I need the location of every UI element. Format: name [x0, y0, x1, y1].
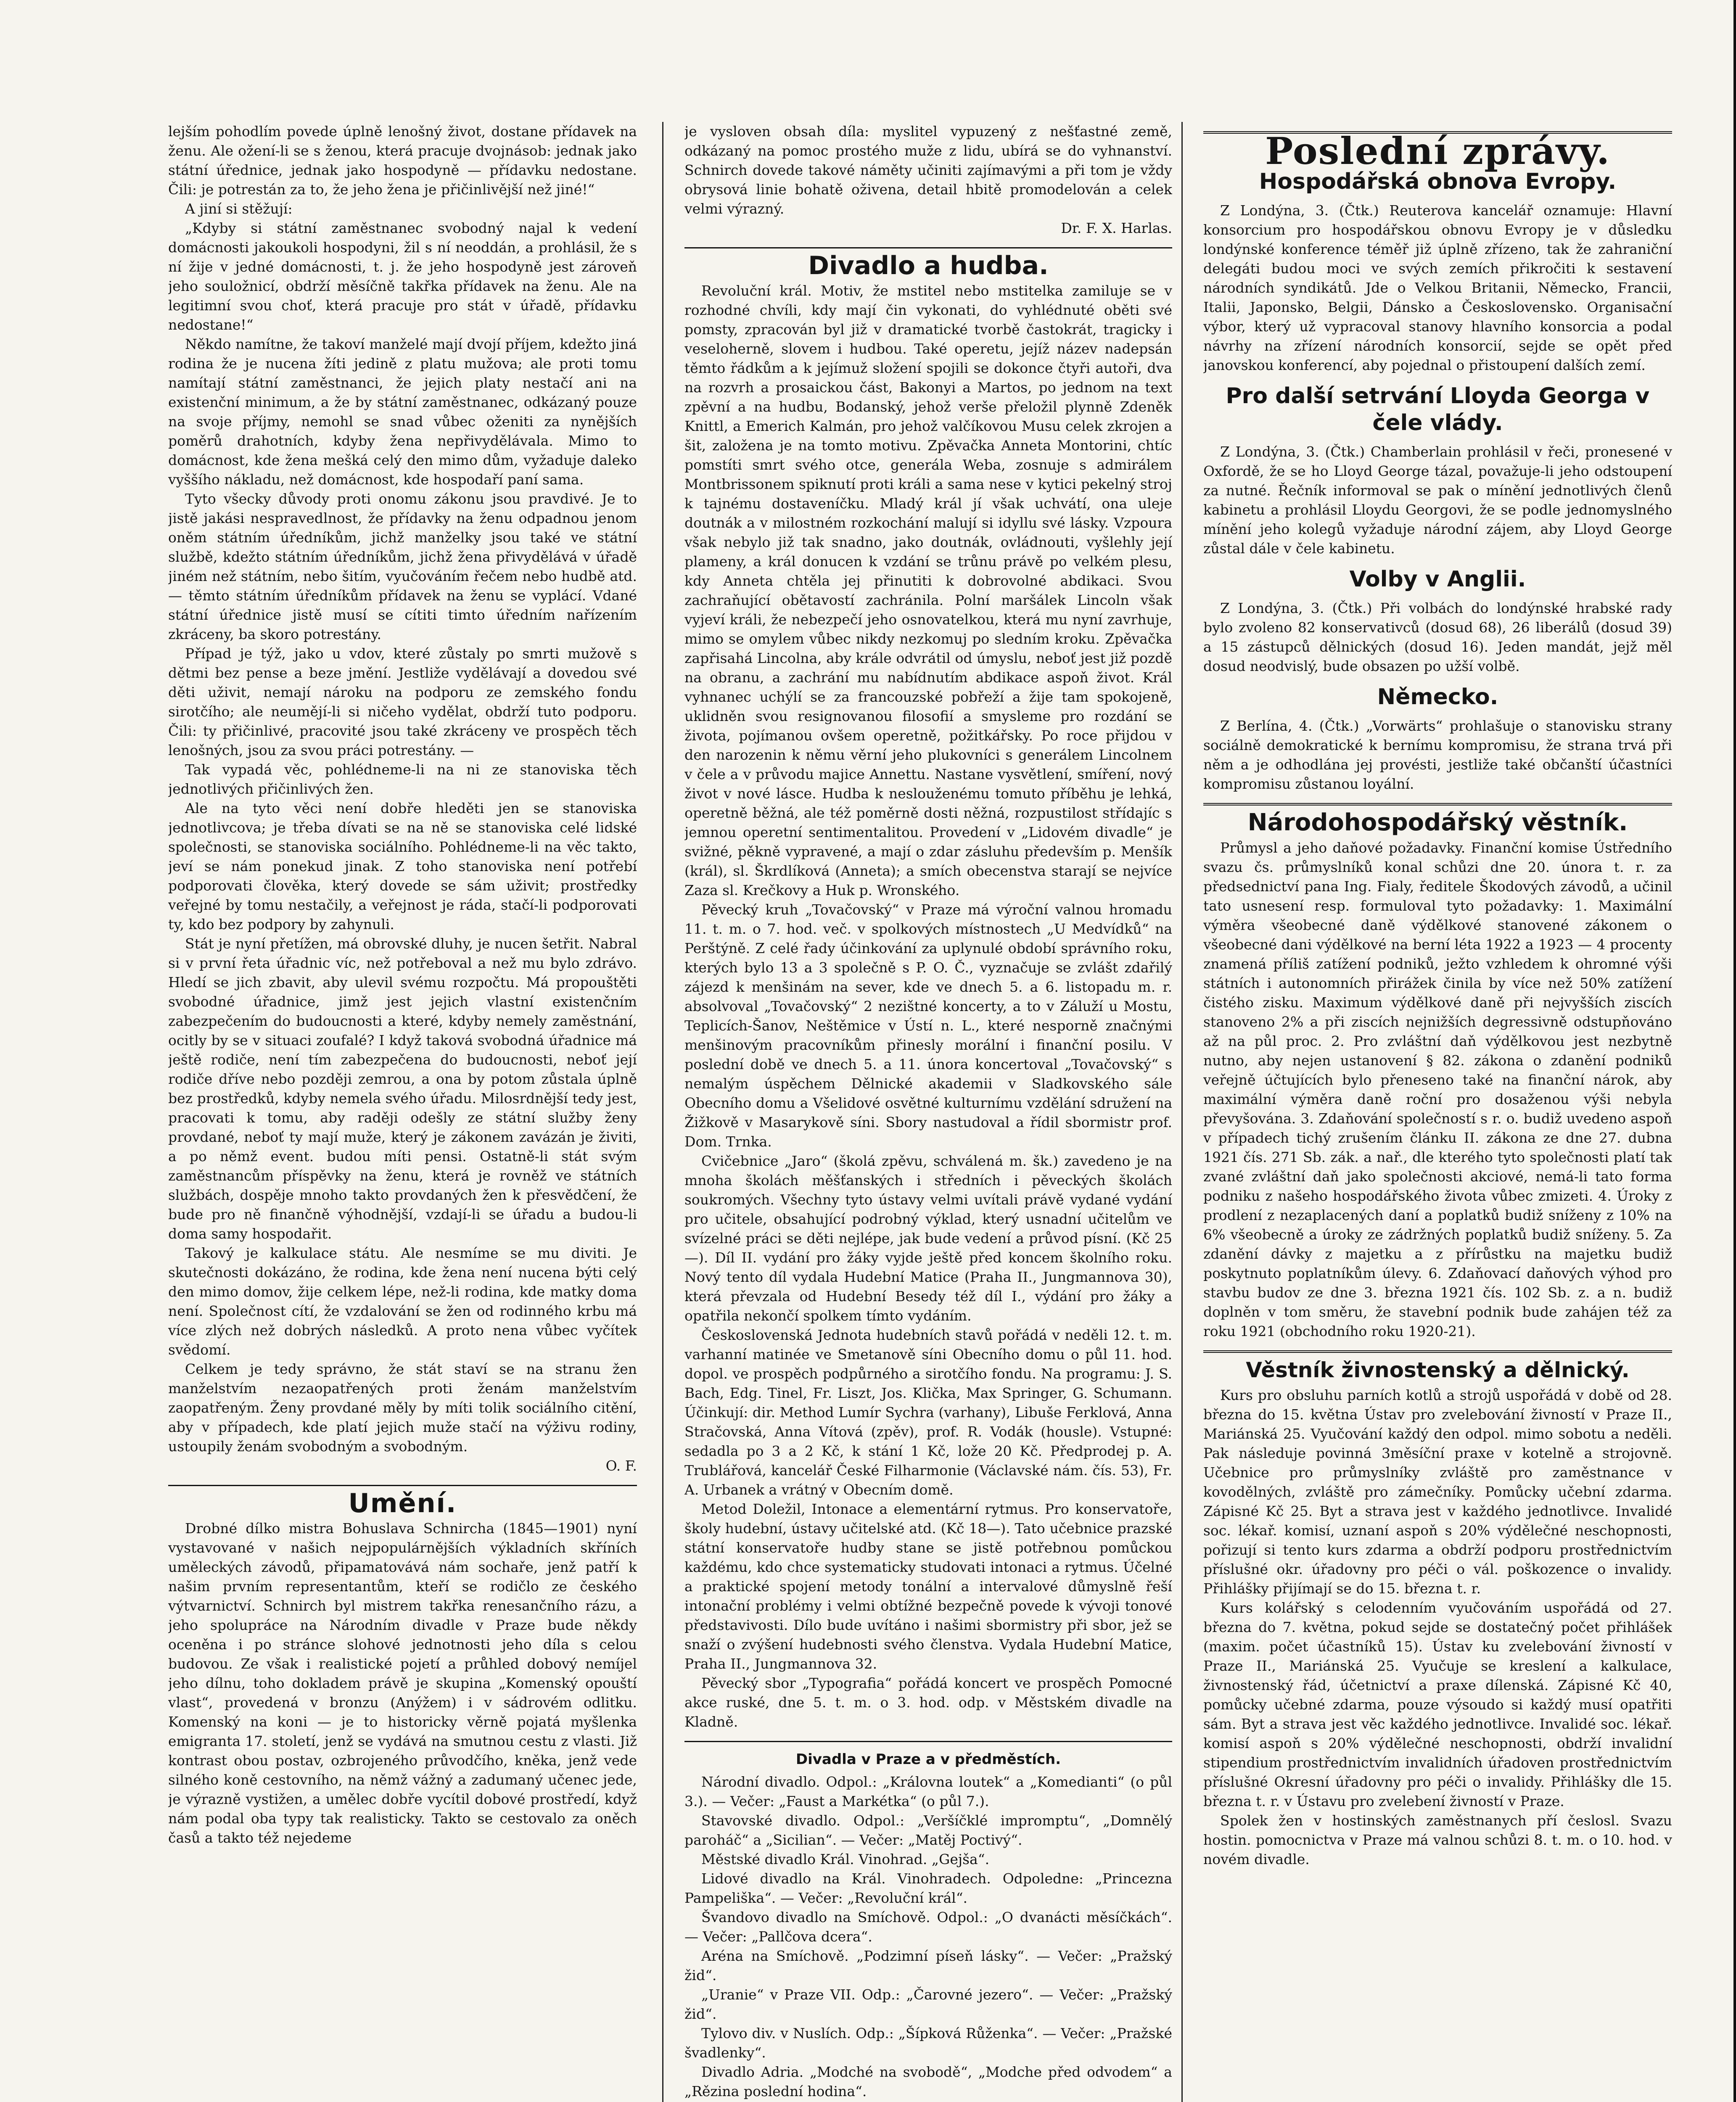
article-paragraph: lejším pohodlím povede úplně lenošný život, dostane přídavek na ženu. Ale ožení-li se s ženou, která pracuje dvojnásob: jednak jako státní úřednice, jednak jako hospodyně — přídavku nedostane. Čili: je potrestán za to, že jeho žena je přičinlivější než jiné!“ [168, 123, 637, 198]
article-paragraph: Průmysl a jeho daňové požadavky. Finanční komise Ústředního svazu čs. průmyslníků konal schůzi dne 20. února t. r. za předsednictví pana Ing. Fialy, ředitele Škodových závodů, a učinil tato usnesení resp. formuloval tyto požadavky: 1. Maximální výměra všeobecné daně výdělkové stanovené zákonem o všeobecné dani výdělkové na berní léta 1922 a 1923 — 4 procenty znamená příliš zatížení podniků, ježto vzhledem k ohromné výši státních i autonomních přirážek činila by více než 50% zatížení čistého zisku. Maximum výdělkové daně při nejvyšších ziscích stanoveno 2% a při ziscích nejnižších degressivně odstupňováno až na půl proc. 2. Pro zvláštní daň výdělkovou jest nezbytně nutno, aby nejen ustanovení § 82. zákona o zdanění podniků veřejně účtujících bylo přeneseno také na finanční nárok, aby maximální výměra daně roční pro dosaženou výši nebyla převyšována. 3. Zdaňování společností s r. o. budiž uvedeno aspoň v případech tichý zrušením článku II. zákona ze dne 27. dubna 1921 čís. 271 Sb. zák. a nař., dle kterého tyto společnosti platí tak zvané zvláštní daň jako společnosti akciové, nemá-li tato forma podniku z našeho hospodářského života vůbec zmizeti. 4. Úroky z prodlení z nezaplacených daní a poplatků budiž sníženy z 10% na 6% všeobecně a úroky ze zádržných poplatků budiž sníženy. 5. Za zdanění dávky z majetku a z přírůstku na majetku budiž poskytnuto poplatníkům úlevy. 6. Zdaňovací daňových výhod pro stavbu budov ze dne 3. března 1921 čís. 102 Sb. z. a n. budiž doplněn v tom směru, že stavební podnik bude zahájen též za roku 1921 (obchodního roku 1920-21). [1203, 840, 1672, 1339]
column-rule [662, 122, 663, 2102]
column-rule [1181, 122, 1183, 2102]
section-title-divadla-v-praze: Divadla v Praze a v předměstích. [795, 1751, 1061, 1768]
article-signature: Dr. F. X. Harlas. [1061, 220, 1172, 236]
theatre-listing: Divadlo Adria. „Modché na svobodě“, „Modche před odvodem“ a „Rězina poslední hodina“. [684, 2064, 1172, 2099]
section-title-vestnik-zivnostensky: Věstník živnostenský a dělnický. [1246, 1358, 1630, 1382]
theatre-listing: Lidové divadlo na Král. Vinohradech. Odpoledne: „Princezna Pampeliška“. — Večer: „Revoluční král“. [684, 1870, 1172, 1906]
article-paragraph: Spolek žen v hostinských zaměstnanych pří česlosl. Svazu hostin. pomocnictva v Praze má valnou schůzi 8. t. m. o 10. hod. v novém divadle. [1203, 1812, 1672, 1867]
article-paragraph: Z Berlína, 4. (Čtk.) „Vorwärts“ prohlašuje o stanovisku strany sociálně demokratické k bernímu kompromisu, že strana trvá při něm a je odhodlána jej provésti, jestliže také občanští účastníci kompromisu zůstanou loyální. [1203, 718, 1672, 792]
article-paragraph: Kurs pro obsluhu parních kotlů a strojů uspořádá v době od 28. března do 15. května Ústav pro zvelebování živností v Praze II., Mariánská 25. Vyučování každý den odpol. mimo sobotu a neděli. Pak následuje povinná 3měsíční praxe v kotelně a strojovně. Učebnice pro průmyslníky zvláště pro zaměstnance v kovodělných, zvláště pro zámečníky. Pomůcky učební zdarma. Zápisné Kč 25. Byt a strava jest v každého jednotlivce. Invalidé soc. lékař. komisí, uznaní aspoň s 20% výdělečné neschopnosti, pořizují si tento kurs zdarma a obdrží podporu prostřednictvím příslušné okr. úřadovny pro péči o vál. poškozence o invalidy. Přihlášky přijímají se do 15. března t. r. [1203, 1387, 1672, 1597]
headline-nemecko: Německo. [1377, 684, 1498, 710]
article-paragraph: Cvičebnice „Jaro“ (školá zpěvu, schválená m. šk.) zavedeno je na mnoha školách měšťanských i středních i pěveckých školách soukromých. Všechny tyto ústavy velmi uvítali právě vydané vydání pro učitele, obsahující podrobný výklad, který usnadní učitelům ve svízelné práci se děti nejlépe, jak bude vedení a průvod písní. (Kč 25—). Díl II. vydání pro žáky vyjde ještě před koncem školního roku. Nový tento díl vydala Hudební Matice (Praha II., Jungmannova 30), která převzala od Hudební Besedy též díl I., výdání pro žáky a opatřila nekončí spolkem tímto vydáním. [684, 1153, 1172, 1324]
theatre-listing: Aréna na Smíchově. „Podzimní píseň lásky“. — Večer: „Pražský žid“. [684, 1948, 1172, 1983]
article-paragraph: Revoluční král. Motiv, že mstitel nebo mstitelka zamiluje se v rozhodné chvíli, kdy mají čin vykonati, do vyhlédnuté oběti své pomsty, zpracován byl již v dramatické tvorbě častokrát, tragicky i veseloherně, slovem i hudbou. Také operetu, jejíž název nadepsán těmto řádkům a k jejímuž složení spojili se dokonce čtyři autoři, dva na rozvrh a prosaickou část, Bakonyi a Martos, po jednom na text zpěvní a na hudbu, Bodanský, jehož verše přeložil plynně Zdeněk Knittl, a Emerich Kalmán, pro jehož valčíkovou Musu celek zkrojen a šit, založena je na tomto motivu. Zpěvačka Anneta Montorini, chtíc pomstíti smrt svého otce, generála Weba, zosnuje s admirálem Montbrissonem spiknutí proti králi a sama nese v kytici pekelný stroj k tajnému dostaveníčku. Mladý král jí však uchvátí, ona uleje doutnák a v milostném rozkochání malují si idyllu své lásky. Vzpoura však nebylo již tak snadno, jako doutnák, ovládnouti, vyšlehly její plameny, a král donucen k vzdání se trůnu právě po velkém plesu, kdy Anneta chtěla jej přinutiti k dobrovolné abdikaci. Svou zachraňující obětavostí zachránila. Polní maršálek Lincoln však vyjeví králi, že nebezpečí jeho osnovatelkou, která mu nyní zavrhuje, mimo se omylem vůbec nikdy nezkomuj po sledním kroku. Zpěvačka zapřisahá Lincolna, aby krále odvrátil od úmyslu, neboť jest již pozdě na obranu, a zachrání mu nabídnutím abdikace aspoň život. Král vyhnanec uchýlí se za francouzské pobřeží a žije tam spokojeně, uklidněn svou resignovanou filosofií a smysleme pro rozdání se života, pojímanou ovšem operetně, požitkářsky. Po roce přijdou v den narozenin k němu věrní jeho plukovníci s generálem Lincolnem v čele a v průvodu majice Annettu. Nastane vysvětlení, smíření, nový život v nové lásce. Hudba k neslouženému tomuto příběhu je lehká, operetně běžná, ale též poměrně dosti něžná, rozpustilost střídajíc s jemnou operetní sentimentalitou. Provedení v „Lidovém divadle“ je svižné, pěkně vypravené, a mají o zdar zásluhu především p. Menšík (král), sl. Škrdlíková (Anneta); a smích obecenstva starají se nejvíce Zaza sl. Krečkovy a Huk p. Wronského. [684, 283, 1172, 898]
article-signature: O. F. [605, 1458, 637, 1474]
article-paragraph: je vysloven obsah díla: myslitel vypuzený z nešťastné země, odkázaný na pomoc prostého muže z lidu, ubírá se do vyhnanství. Schnirch dovede takové náměty učiniti zajímavými a při tom je vždy obrysová linie bohatě oživena, detail hbitě promodelován a celek velmi výrazný. [684, 123, 1172, 217]
headline-hospodarska-obnova: Hospodářská obnova Evropy. [1259, 169, 1617, 194]
article-paragraph: Kurs kolářský s celodenním vyučováním uspořádá od 27. března do 7. května, pokud sejde se dostatečný počet přihlášek (maxim. počet účastníků 15). Ústav ku zvelebování živností v Praze II., Mariánská 25. Vyučuje se kreslení a kalkulace, živnostenský řád, účetnictví a praxe dílenská. Zápisné Kč 40, pomůcky učebné zdarma, pouze výsoudo si každý musí opatřiti sám. Byt a strava jest věc každého jednotlivce. Invalidé soc. lékař. komisí aspoň s 20% výdělečné neschopnosti, obdrží invalidní stipendium prostřednictvím invalidních úřadoven prostřednictvím příslušné Okresní úřadovny pro péči o invalidy. Přihlášky dle 15. března t. r. v Ústavu pro zvelebení živností v Praze. [1203, 1600, 1672, 1809]
article-paragraph: Celkem je tedy správno, že stát staví se na stranu žen manželstvím nezaopatřených proti ženám manželstvím zaopatřeným. Ženy provdané měly by míti tolik sociálního citění, aby v případech, kde platí jejich muže stačí na výživu rodiny, ustoupily ženám svobodným a svobodným. [168, 1361, 637, 1455]
article-paragraph: Případ je týž, jako u vdov, které zůstaly po smrti mužově s dětmi bez pense a beze jmění. Jestliže vydělávají a dovedou své děti uživit, nemají nároku na podporu ze zemského fondu sirotčího; ale neumějí-li si ničeho vydělat, obdrží tuto podporu. Čili: ty přičinlivé, pracovité jsou také zkráceny ve prospěch těch lenošných, jsou za svou práci potrestány. — [168, 645, 637, 758]
section-divider [684, 1741, 1172, 1742]
column-middle [684, 122, 1172, 2102]
section-title-divadlo: Divadlo a hudba. [808, 251, 1049, 280]
section-divider [168, 1485, 637, 1486]
article-paragraph: Pěvecký kruh „Tovačovský“ v Praze má výroční valnou hromadu 11. t. m. o 7. hod. več. v spolkových místnostech „U Medvídků“ na Perštýně. Z celé řady účinkování za uplynulé období správního roku, kterých bylo 13 a 3 společně s P. O. Č., vyznačuje se zvlášt zdařilý zájezd k menšinám na sever, kde ve dnech 5. a 6. listopadu m. r. absolvoval „Tovačovský“ 2 nezištné koncerty, a to v Záluží u Mostu, Teplicích-Šanov, Neštěmice v Ústí n. L., které nesporně značnými menšinovým pracovníkům přinesly morální i finanční posilu. V poslední době ve dnech 5. a 11. února koncertoval „Tovačovský“ s nemalým úspěchem Dělnické akademii v Sladkovského sále Obecního domu a Všelidové osvětné kulturnímu vzdělání sdružení na Žižkově v Masarykově síni. Sbory nastudoval a řídil sbormistr prof. Dom. Trnka. [684, 901, 1172, 1150]
section-title-posledni-zpravy: Poslední zprávy. [1265, 129, 1610, 173]
article-paragraph: A jiní si stěžují: [185, 201, 293, 217]
section-divider [684, 247, 1172, 248]
article-paragraph: Takový je kalkulace státu. Ale nesmíme se mu diviti. Je skutečnosti dokázáno, že rodina, kde žena není nucena býti celý den mimo domov, žije celkem lépe, než-li rodina, kde matky doma není. Společnost cítí, že vzdalování se žen od rodinného krbu má více zlých než dobrých následků. A proto nena vůbec vyčítek svědomí. [168, 1245, 637, 1358]
article-paragraph: Z Londýna, 3. (Čtk.) Při volbách do londýnské hrabské rady bylo zvoleno 82 konservativců (dosud 68), 26 liberálů (dosud 39) a 15 zástupců dělnických (dosud 16). Jeden mandát, jejž měl dosud neodvislý, bude obsazen po užší volbě. [1203, 600, 1672, 674]
section-divider [1203, 1350, 1672, 1353]
article-paragraph: Tyto všecky důvody proti onomu zákonu jsou pravdivé. Je to jistě jakási nespravedlnost, že přídavky na ženu odpadnou jenom oněm státním úředníkům, jichž manželky jsou také ve státní službě, kdežto státním úředníkům, jichž žena přivydělává v úřadě jiném než státním, nebo šitím, vyučováním řečem nebo hudbě atd. — těmto státním úředníkům přídavek na ženu se vyplácí. Vdané státní úřednice jistě musí se cítiti timto úředním nařízením zkráceny, ba skoro potrestány. [168, 491, 637, 642]
column-left [168, 122, 637, 2102]
theatre-listing: Tylovo div. v Nuslích. Odp.: „Šípková Růženka“. — Večer: „Pražské švadlenky“. [684, 2025, 1172, 2061]
headline-volby-v-anglii: Volby v Anglii. [1349, 567, 1526, 592]
article-paragraph: Metod Doležil, Intonace a elementární rytmus. Pro konservatoře, školy hudební, ústavy učitelské atd. (Kč 18—). Tato učebnice prazské státní konservatoře hudby stane se jistě potřebnou pomůckou každému, kdo chce systematicky studovati intonaci a rytmus. Účelné a praktické spojení metody tonální a intervalové důmyslně řeší intonační problémy i velmi obtížné bezpečně povede k vývoji tonové představivosti. Dílo bude uvítáno i našimi sbormistry při sbor, jež se snaží o zvýšení hudebnosti svého členstva. Vydala Hudební Matice, Praha II., Jungmannova 32. [684, 1501, 1172, 1672]
article-paragraph: „Kdyby si státní zaměstnanec svobodný najal k vedení domácnosti jakoukoli hospodyni, žil s ní neoddán, a prohlásil, že s ní žije v jedné domácnosti, t. j. že jeho hospodyně jest zároveň jeho souložnicí, obdrží měsíčně takřka přídavek na ženu. Ale na legitimní svou choť, která pracuje pro stát v úřadě, přídavku nedostane!“ [168, 220, 637, 333]
article-paragraph: Stát je nyní přetížen, má obrovské dluhy, je nucen šetřit. Nabral si v první řeta úřadnic víc, než potřeboval a než mu bylo zdrávo. Hledí se jich zbavit, aby ulevil svému rozpočtu. Má propouštěti svobodné úřadnice, jimž jest jejich vlastní existenčním zabezpečením do budoucnosti a které, kdyby nemely zaměstnání, ocitly by se v situaci zoufalé? I když taková svobodná úřadnice má ještě rodiče, není tím zabezpečena do budoucnosti, neboť její rodiče dříve nebo později zemrou, a ona by potom zůstala úplně bez prostředků, kdyby nemela svého úřadu. Milosrdnější tedy jest, pracovati k tomu, aby raději odešly ze státní služby ženy provdané, neboť ty mají muže, který je zákonem zavázán je živiti, a po němž event. budou míti pensi. Ostatně-li stát svým zaměstnancům příspěvky na ženu, která je rovněž ve státních službách, dospěje mnoho takto provdaných žen k přesvědčení, že bude pro ně finančně výhodnější, vzdají-li se úřadu a budou-li doma samy hospodařit. [168, 935, 637, 1242]
theatre-listing: Městské divadlo Král. Vinohrad. „Gejša“. [701, 1851, 990, 1867]
article-paragraph: Tak vypadá věc, pohlédneme-li na ni ze stanoviska těch jednotlivých přičinlivých žen. [168, 761, 637, 797]
theatre-listing: „Uranie“ v Praze VII. Odp.: „Čarovné jezero“. — Večer: „Pražský žid“. [684, 1986, 1172, 2022]
theatre-listing: Švandovo divadlo na Smíchově. Odpol.: „O dvanácti měsíčkách“. — Večer: „Pallčova dcera“. [684, 1909, 1172, 1945]
article-paragraph: Československá Jednota hudebních stavů pořádá v neděli 12. t. m. varhanní matinée ve Smetanově síni Obecního domu o půl 11. hod. dopol. ve prospěch podpůrného a sirotčího fondu. Na programu: J. S. Bach, Edg. Tinel, Fr. Liszt, Jos. Klička, Max Springer, G. Schumann. Účinkují: dir. Method Lumír Sychra (varhany), Libuše Ferklová, Anna Stračovská, Anna Vítová (zpěv), prof. R. Vodák (housle). Vstupné: sedadla po 3 a 2 Kč, k stání 1 Kč, lože 20 Kč. Předprodej p. A. Trublářová, kancelář České Filharmonie (Václavské nám. čís. 53), Fr. A. Urbanek a vrátný v Obecním domě. [684, 1327, 1172, 1498]
article-paragraph: Z Londýna, 3. (Čtk.) Chamberlain prohlásil v řeči, pronesené v Oxfordě, že se ho Lloyd George tázal, považuje-li jeho odstoupení za nutné. Řečník informoval se pak o mínění jednotlivých členů kabinetu a prohlásil Lloydu Georgovi, že se podle jednomyslného mínění jeho kolegů vyžaduje národní zájem, aby Lloyd George zůstal dále v čele kabinetu. [1203, 444, 1672, 557]
article-paragraph: Drobné dílko mistra Bohuslava Schnircha (1845—1901) nyní vystavované v našich nejpopulárnějších výkladních skříních uměleckých závodů, připamatovává nám sochaře, jenž patří k našim prvním representantům, kteří se rodičlo ze českého výtvarnictví. Schnirch byl mistrem takřka renesančního rázu, a jeho spolupráce na Národním divadle v Praze bude někdy oceněna i po stránce slohové jednotnosti jeho díla s celou budovou. Ze však i realistické pojetí a průhled dobový nemíjel jeho dílnu, toho dokladem právě je skupina „Komenský opouští vlast“, provedená v bronzu (Anýžem) i v sádrovém odlitku. Komenský na koni — je to historicky věrně pojatá myšlenka emigranta 17. století, jenž se vydává na smutnou cestu z vlasti. Již kontrast obou postav, ozbrojeného průvodčího, kněka, jenž vede silného koně cestovního, na němž vážný a zadumaný učenec jede, je výrazně vystižen, a umělec dobře vycítil dobové prostředí, když nám podal oba typy tak realisticky. Takto se cestovalo za oněch časů a takto též nejedeme [168, 1520, 637, 1846]
section-title-umeni: Umění. [348, 1488, 457, 1518]
section-title-narodohospodarsky-vestnik: Národohospodářský věstník. [1247, 809, 1628, 836]
article-paragraph: Pěvecký sbor „Typografia“ pořádá koncert ve prospěch Pomocné akce ruské, dne 5. t. m. o 3. hod. odp. v Městském divadle na Kladně. [684, 1675, 1172, 1730]
section-divider [1203, 803, 1672, 805]
column-right [1203, 122, 1672, 2102]
article-paragraph: Z Londýna, 3. (Čtk.) Reuterova kancelář oznamuje: Hlavní konsorcium pro hospodářskou obnovu Evropy je v důsledku londýnské konference téměř již úplně zřízeno, tak že zahraniční delegáti budou moci ve svých zemích přikročiti k sestavení národních syndikátů. Jde o Velkou Britanii, Německo, Francii, Italii, Japonsko, Belgii, Dánsko a Československo. Organisační výbor, který už vypracoval stanovy hlavního konsorcia a podal návrhy na zřízení národních konsorcií, sejde se opět před janovskou konferencí, aby pojednal o přistoupení dalších zemí. [1203, 202, 1672, 373]
article-paragraph: Ale na tyto věci není dobře hleděti jen se stanoviska jednotlivcova; je třeba dívati se na ně se stanoviska celé lidské společnosti, se stanoviska sociálního. Pohlédneme-li na věc takto, jeví se nám ponekud jinak. Z toho stanoviska není potřebí podporovati člověka, který dovede se sám uživit; prostředky veřejné by tomu nestačily, a veřejnost je ráda, stačí-li podporovati ty, kdo bez podpory by zahynuli. [168, 800, 637, 932]
theatre-listing: Národní divadlo. Odpol.: „Královna loutek“ a „Komedianti“ (o půl 3.). — Večer: „Faust a Markétka“ (o půl 7.). [684, 1774, 1172, 1809]
article-paragraph: Někdo namítne, že takoví manželé mají dvojí příjem, kdežto jiná rodina že je nucena žíti jedině z platu mužova; ale proti tomu namítají státní zaměstnanci, že jejich platy nestačí ani na existenční minimum, a že by státní zaměstnanec, odkázaný pouze na svoje příjmy, nemohl se snad vůbec oženiti za nynějších poměrů drahotních, kdyby žena nepřivydělávala. Mimo to domácnost, kde žena mešká celý den mimo dům, vyžaduje daleko vyššího nákladu, než domácnost, kde hospodaří paní sama. [168, 336, 637, 488]
headline-lloyd-george: Pro další setrvání Lloyda Georga v čele vlády. [1226, 383, 1650, 436]
theatre-listing: Stavovské divadlo. Odpol.: „Veršíčklé impromptu“, „Domnělý paroháč“ a „Sicilian“. — Večer: „Matěj Poctivý“. [684, 1812, 1172, 1848]
